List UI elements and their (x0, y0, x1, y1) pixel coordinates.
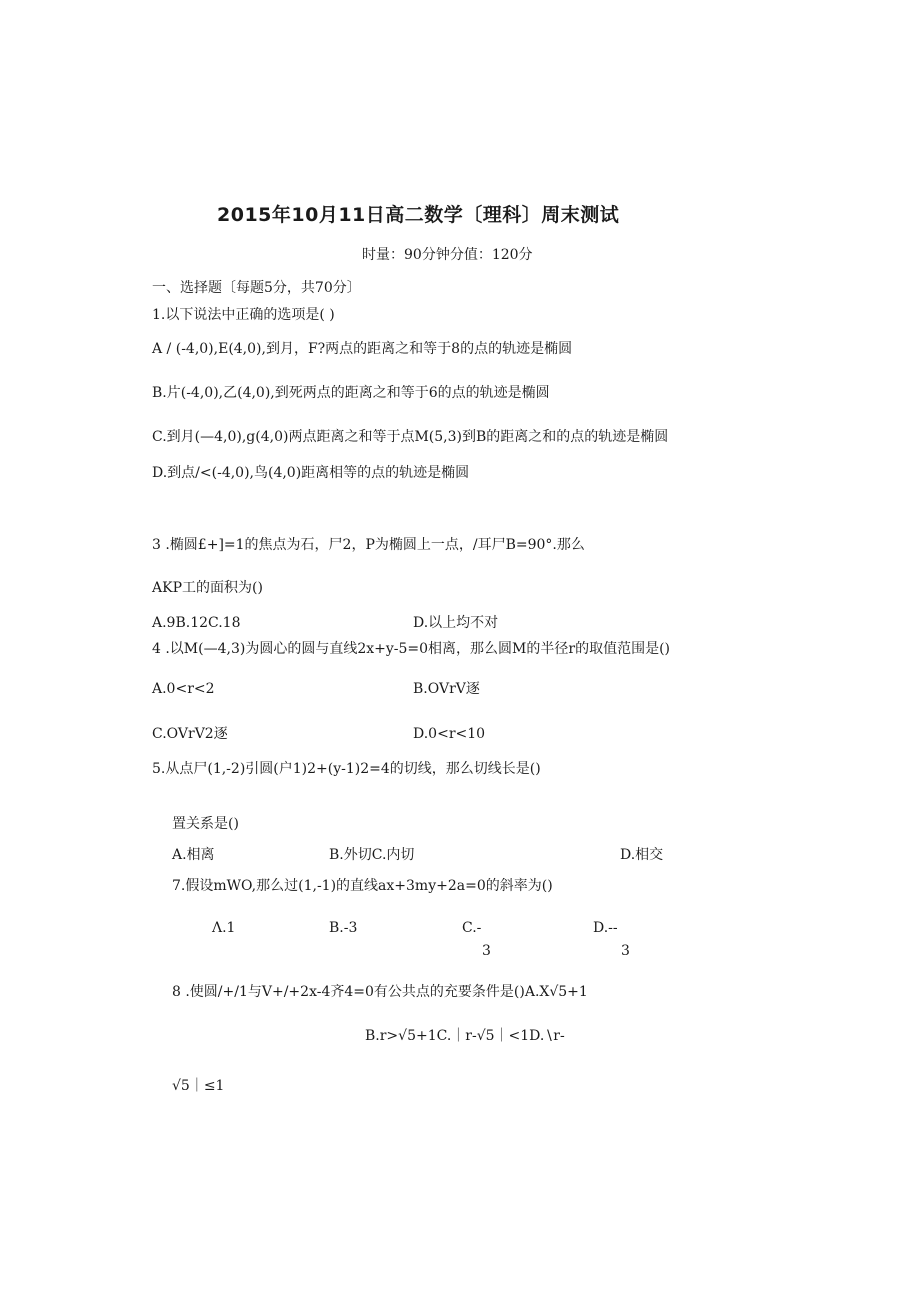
q7-option-d-denominator: 3 (621, 943, 630, 959)
q3-stem-cont: AKP工的面积为() (152, 580, 263, 596)
q7-option-b: B.-3 (329, 920, 358, 936)
q1-option-c: C.到月(—4,0),g(4,0)两点距离之和等于点M(5,3)到B的距离之和的点的轨迹是椭圆 (152, 429, 669, 445)
q4-option-c: C.OVrV2逐 (152, 726, 228, 742)
page-subtitle: 时量：90分钟分值：120分 (362, 247, 533, 263)
q4-option-d: D.0<r<10 (413, 726, 486, 742)
q6-stem: 置关系是() (172, 816, 239, 832)
q8-options-line2: B.r>√5+1C.｜r-√5｜<1D.∖r- (365, 1028, 565, 1044)
q1-option-a: A / (-4,0),E(4,0),到月，F?两点的距离之和等于8的点的轨迹是椭圆 (152, 341, 573, 357)
q4-stem: 4 .以M(—4,3)为圆心的圆与直线2x+y-5=0相离，那么圆M的半径r的取值范围是() (152, 641, 670, 657)
page-title: 2015年10月11日高二数学〔理科〕周末测试 (217, 204, 620, 226)
q4-option-a: A.0<r<2 (152, 681, 215, 697)
q8-stem: 8 .使圆/+/1与V+/+2x-4齐4=0有公共点的充要条件是()A.X√5+1 (172, 984, 588, 1000)
q7-option-c-denominator: 3 (482, 943, 491, 959)
q7-option-a: Λ.1 (212, 920, 236, 936)
q5-stem: 5.从点尸(1,-2)引圆(户1)2+(y-1)2=4的切线，那么切线长是() (152, 761, 541, 777)
q3-option-d: D.以上均不对 (413, 615, 499, 631)
q6-option-d: D.相交 (620, 847, 664, 863)
q3-stem: 3 .椭圆£+]=1的焦点为石，尸2，P为椭圆上一点，/耳尸B=90°.那么 (152, 537, 585, 553)
section-heading: 一、选择题〔每题5分，共70分〕 (152, 280, 361, 296)
q1-stem: 1.以下说法中正确的选项是( ) (152, 307, 335, 323)
q4-option-b: B.OVrV逐 (413, 681, 480, 697)
q1-option-b: B.片(-4,0),乙(4,0),到死两点的距离之和等于6的点的轨迹是椭圆 (152, 385, 550, 401)
q6-option-bc: B.外切C.内切 (329, 847, 415, 863)
q8-options-line3: √5｜≤1 (172, 1078, 225, 1094)
q6-option-a: A.相离 (172, 847, 215, 863)
q1-option-d: D.到点/<(-4,0),鸟(4,0)距离相等的点的轨迹是椭圆 (152, 465, 470, 481)
q7-option-c: C.- (462, 920, 482, 936)
q3-options-abc: A.9B.12C.18 (152, 615, 241, 631)
q7-option-d: D.-- (593, 920, 618, 936)
q7-stem: 7.假设mWO,那么过(1,-1)的直线ax+3my+2a=0的斜率为() (172, 878, 553, 894)
